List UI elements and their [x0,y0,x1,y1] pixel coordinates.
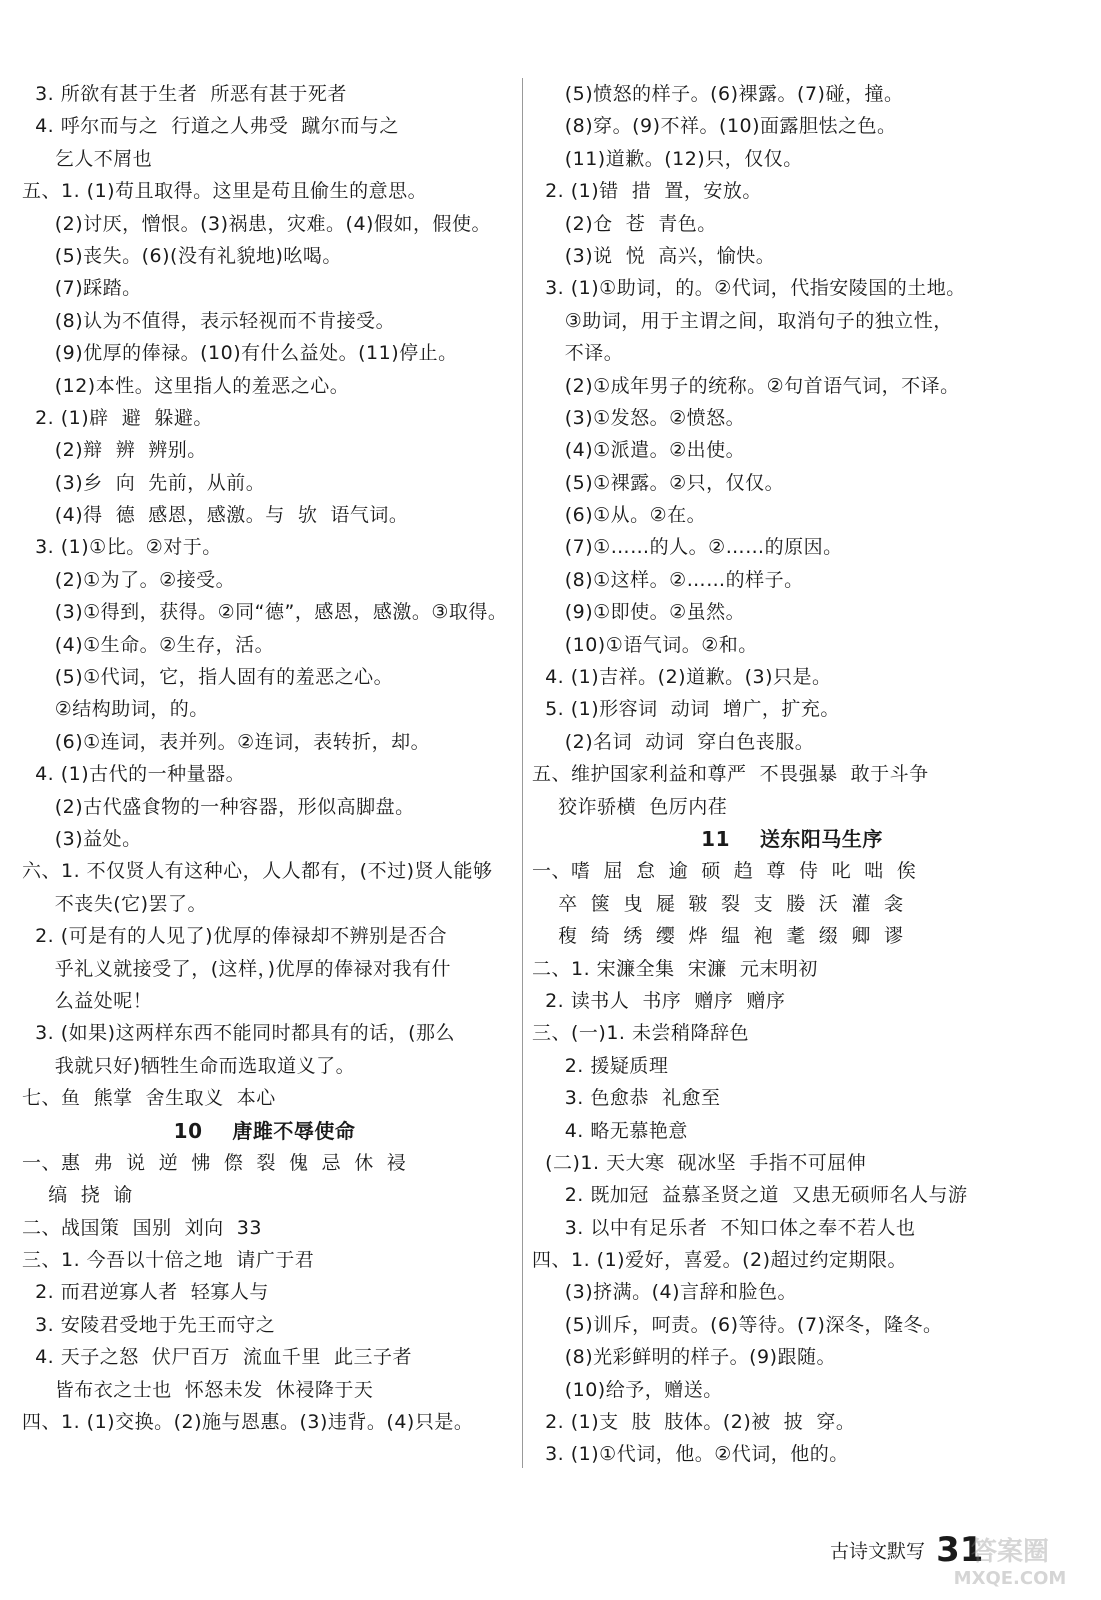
answer-line: 四、1. (1)交换。(2)施与恩惠。(3)违背。(4)只是。 [22,1411,474,1434]
answer-line: ③助词，用于主谓之间，取消句子的独立性， [532,309,953,332]
answer-line: (5)①代词，它，指人固有的羞恶之心。 [22,666,394,689]
answer-line: (7)①……的人。②……的原因。 [532,536,843,559]
answer-line: 4. (1)古代的一种量器。 [22,763,246,786]
left-column [22,78,527,1438]
answer-line: 一、嗜 屈 怠 逾 硕 趋 尊 侍 叱 咄 俟 [532,860,917,883]
answer-line: 三、1. 今吾以十倍之地 请广于君 [22,1249,315,1272]
answer-line: 2. 既加冠 益慕圣贤之道 又患无硕师名人与游 [532,1184,968,1207]
answer-line: (4)得 德 感恩，感激。与 欤 语气词。 [22,504,409,527]
answer-line: 二、1. 宋濂全集 宋濂 元末明初 [532,957,818,980]
answer-line: 2. (1)辟 避 躲避。 [22,406,213,429]
answer-line: 4. 天子之怒 伏尸百万 流血千里 此三子者 [22,1346,412,1369]
answer-line: (9)优厚的俸禄。(10)有什么益处。(11)停止。 [22,342,458,365]
footer-subject: 古诗文默写 [830,1540,926,1563]
answer-line: 七、鱼 熊掌 舍生取义 本心 [22,1087,276,1110]
answer-line: 2. (1)错 措 置，安放。 [532,180,762,203]
answer-line: 2. 读书人 书序 赠序 赠序 [532,989,786,1012]
answer-line: 一、惠 弗 说 逆 怫 傺 裂 傀 忌 休 祲 [22,1151,407,1174]
answer-line: (12)本性。这里指人的羞恶之心。 [22,374,350,397]
answer-line: 4. 呼尔而与之 行道之人弗受 蹴尔而与之 [22,115,399,138]
answer-line: 狡诈骄横 色厉内荏 [532,795,728,818]
answer-line: 乎礼义就接受了，(这样，)优厚的俸禄对我有什 [22,957,452,980]
answer-line: 么益处呢！ [22,989,153,1012]
answer-line: 4. (1)吉祥。(2)道歉。(3)只是。 [532,666,832,689]
watermark-main-text: 答案圈 [970,1537,1050,1567]
answer-line: (2)①为了。②接受。 [22,568,236,591]
answer-line: 三、(一)1. 未尝稍降辞色 [532,1022,749,1045]
answer-line: (4)①生命。②生存，活。 [22,633,275,656]
answer-line: 3. 以中有足乐者 不知口体之奉不若人也 [532,1216,916,1239]
answer-line: (4)①派遣。②出使。 [532,439,746,462]
answer-line: 二、战国策 国别 刘向 33 [22,1216,262,1239]
answer-line: (8)①这样。②……的样子。 [532,568,804,591]
answer-line: 3. 所欲有甚于生者 所恶有甚于死者 [22,83,347,105]
answer-line: (8)认为不值得，表示轻视而不肯接受。 [22,309,396,332]
answer-line: (5)丧失。(6)(没有礼貌地)吆喝。 [22,244,342,267]
answer-line: 我就只好)牺牲生命而选取道义了。 [22,1054,356,1077]
answer-line: 缟 挠 谕 [22,1184,133,1207]
answer-line: 不译。 [532,342,624,365]
answer-line: 稪 绮 绣 缨 烨 缊 袍 耄 缀 卿 谬 [532,925,904,948]
answer-line: (2)仓 苍 青色。 [532,212,717,235]
answer-line: (8)穿。(9)不祥。(10)面露胆怯之色。 [532,115,897,138]
answer-line: (2)名词 动词 穿白色丧服。 [532,730,815,753]
answer-line: 六、1. 不仅贤人有这种心，人人都有，(不过)贤人能够 [22,860,493,883]
answer-line: (10)给予，赠送。 [532,1378,723,1401]
answer-line: 3. (1)①助词，的。②代词，代指安陵国的土地。 [532,277,966,300]
answer-line: (10)①语气词。②和。 [532,633,758,656]
answer-line: (3)乡 向 先前，从前。 [22,471,266,494]
answer-line: (2)讨厌，憎恨。(3)祸患，灾难。(4)假如，假使。 [22,212,491,235]
answer-line: (5)①裸露。②只，仅仅。 [532,471,785,494]
answer-line: 2. (1)支 肢 肢体。(2)被 披 穿。 [532,1411,856,1434]
answer-line: (11)道歉。(12)只，仅仅。 [532,147,803,170]
answer-line: 3. (1)①代词，他。②代词，他的。 [532,1443,849,1466]
answer-line: (5)训斥，呵责。(6)等待。(7)深冬，隆冬。 [532,1313,943,1336]
answer-line: 四、1. (1)爱好，喜爱。(2)超过约定期限。 [532,1249,907,1272]
answer-line: (3)①得到，获得。②同“德”，感恩，感激。③取得。 [22,601,508,624]
answer-line: 卒 箧 曳 屣 皲 裂 支 媵 沃 灌 衾 [532,892,904,915]
answer-line: 3. (1)①比。②对于。 [22,536,222,559]
answer-line: (2)古代盛食物的一种容器，形似高脚盘。 [22,795,415,818]
page-number: 31 [936,1530,984,1570]
answer-line: 3. 色愈恭 礼愈至 [532,1087,721,1110]
answer-line: (3)挤满。(4)言辞和脸色。 [532,1281,798,1304]
answer-line: 5. (1)形容词 动词 增广，扩充。 [532,698,840,721]
answer-line: (5)愤怒的样子。(6)裸露。(7)碰，撞。 [532,83,904,105]
answer-line: 3. 安陵君受地于先王而守之 [22,1313,276,1336]
answer-line: 五、1. (1)苟且取得。这里是苟且偷生的意思。 [22,180,428,203]
section-title: 11 送东阳马生序 [701,826,883,851]
answer-line: (9)①即使。②虽然。 [532,601,746,624]
answer-line: 3. (如果)这两样东西不能同时都具有的话，(那么 [22,1022,455,1045]
answer-line: (7)踩踏。 [22,277,142,300]
answer-line: (8)光彩鲜明的样子。(9)跟随。 [532,1346,837,1369]
section-title: 10 唐雎不辱使命 [173,1118,356,1143]
answer-line: (2)①成年男子的统称。②句首语气词，不译。 [532,374,960,397]
answer-line: (3)说 悦 高兴，愉快。 [532,244,776,267]
answer-line: 4. 略无慕艳意 [532,1119,688,1142]
answer-line: 不丧失(它)罢了。 [22,892,208,915]
answer-line: (6)①连词，表并列。②连词，表转折，却。 [22,730,431,753]
answer-line: (3)益处。 [22,827,142,850]
right-column [532,78,1072,1471]
answer-line: 皆布衣之士也 怀怒未发 休祲降于天 [22,1378,374,1401]
answer-line: (二)1. 天大寒 砚冰坚 手指不可屈伸 [532,1151,867,1174]
answer-line: 2. 而君逆寡人者 轻寡人与 [22,1281,269,1304]
answer-line: (3)①发怒。②愤怒。 [532,406,746,429]
answer-line: 2. (可是有的人见了)优厚的俸禄却不辨别是否合 [22,925,448,948]
watermark-sub-text: MXQE.COM [953,1568,1067,1589]
answer-line: (2)辩 辨 辨别。 [22,439,207,462]
answer-line: 乞人不屑也 [22,147,153,170]
watermark-logo [935,1530,1085,1590]
answer-line: (6)①从。②在。 [532,504,707,527]
answer-line: 五、维护国家利益和尊严 不畏强暴 敢于斗争 [532,763,929,786]
answer-line: ②结构助词，的。 [22,698,209,721]
answer-line: 2. 援疑质理 [532,1054,669,1077]
